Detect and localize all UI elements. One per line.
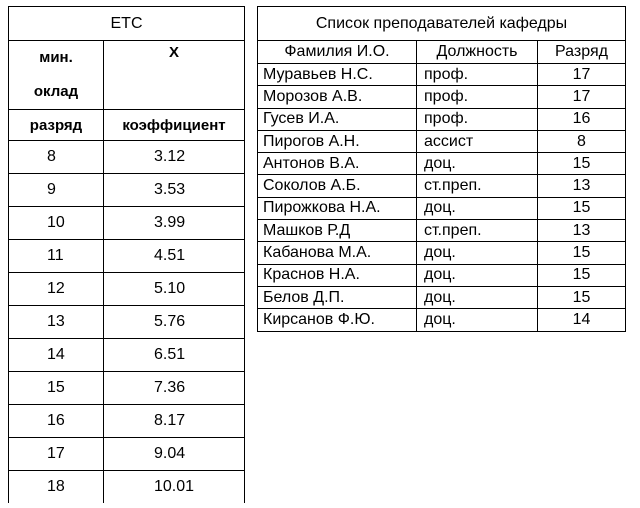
staff-grade-cell: 15: [538, 153, 626, 175]
staff-row: [258, 153, 626, 175]
staff-header-row: [258, 41, 626, 64]
staff-name-cell: Краснов Н.А.: [258, 264, 417, 286]
etc-header-row-2: [9, 110, 245, 141]
staff-grade-cell: 13: [538, 220, 626, 242]
etc-title: ETC: [9, 7, 245, 41]
staff-name-cell: Белов Д.П.: [258, 286, 417, 308]
etc-title-row: [9, 7, 245, 41]
etc-row: [9, 240, 245, 273]
staff-grade-cell: 15: [538, 197, 626, 219]
etc-row: [9, 372, 245, 405]
etc-row: [9, 273, 245, 306]
staff-name-cell: Морозов А.В.: [258, 86, 417, 108]
etc-coef-cell: 8.17: [104, 405, 245, 438]
etc-row: [9, 207, 245, 240]
staff-row: [258, 175, 626, 197]
staff-position-cell: доц.: [417, 197, 538, 219]
staff-grade-cell: 17: [538, 86, 626, 108]
staff-name-cell: Пирожкова Н.А.: [258, 197, 417, 219]
staff-row: [258, 220, 626, 242]
staff-grade-cell: 16: [538, 108, 626, 130]
staff-header-grade: Разряд: [538, 41, 626, 64]
etc-header-coefficient: коэффициент: [104, 110, 245, 141]
etc-header-min-salary-text: мин. оклад: [33, 49, 79, 100]
etc-row: [9, 471, 245, 504]
staff-title-row: [258, 7, 626, 41]
staff-header-position: Должность: [417, 41, 538, 64]
staff-name-cell: Пирогов А.Н.: [258, 130, 417, 152]
staff-table-body: [258, 7, 626, 332]
staff-position-cell: ст.преп.: [417, 175, 538, 197]
staff-table: [257, 6, 626, 332]
etc-header-grade: разряд: [9, 110, 104, 141]
etc-grade-cell: 18: [9, 471, 104, 504]
etc-coef-cell: 9.04: [104, 438, 245, 471]
etc-coef-cell: 5.76: [104, 306, 245, 339]
staff-position-cell: проф.: [417, 108, 538, 130]
etc-table: [8, 6, 245, 503]
staff-grade-cell: 8: [538, 130, 626, 152]
etc-header-row-1: [9, 41, 245, 110]
staff-position-cell: доц.: [417, 242, 538, 264]
staff-row: [258, 64, 626, 86]
etc-coef-cell: 3.53: [104, 174, 245, 207]
staff-header-name: Фамилия И.О.: [258, 41, 417, 64]
staff-row: [258, 197, 626, 219]
staff-row: [258, 264, 626, 286]
staff-position-cell: доц.: [417, 309, 538, 331]
staff-name-cell: Соколов А.Б.: [258, 175, 417, 197]
etc-coef-cell: 4.51: [104, 240, 245, 273]
etc-row: [9, 306, 245, 339]
etc-coef-cell: 6.51: [104, 339, 245, 372]
staff-title: Список преподавателей кафедры: [258, 7, 626, 41]
staff-grade-cell: 13: [538, 175, 626, 197]
etc-grade-cell: 11: [9, 240, 104, 273]
staff-row: [258, 130, 626, 152]
staff-name-cell: Муравьев Н.С.: [258, 64, 417, 86]
etc-grade-cell: 14: [9, 339, 104, 372]
staff-position-cell: доц.: [417, 286, 538, 308]
staff-grade-cell: 15: [538, 264, 626, 286]
etc-row: [9, 405, 245, 438]
etc-coef-cell: 5.10: [104, 273, 245, 306]
staff-row: [258, 286, 626, 308]
etc-header-min-salary: [9, 41, 104, 110]
staff-position-cell: ст.преп.: [417, 220, 538, 242]
etc-row: [9, 438, 245, 471]
etc-grade-cell: 16: [9, 405, 104, 438]
staff-position-cell: доц.: [417, 153, 538, 175]
staff-name-cell: Кирсанов Ф.Ю.: [258, 309, 417, 331]
etc-row: [9, 141, 245, 174]
etc-coef-cell: 7.36: [104, 372, 245, 405]
etc-grade-cell: 12: [9, 273, 104, 306]
staff-grade-cell: 14: [538, 309, 626, 331]
staff-position-cell: проф.: [417, 86, 538, 108]
etc-header-x: X: [104, 41, 245, 110]
etc-coef-cell: 10.01: [104, 471, 245, 504]
staff-name-cell: Машков Р.Д: [258, 220, 417, 242]
staff-row: [258, 242, 626, 264]
staff-name-cell: Кабанова М.А.: [258, 242, 417, 264]
staff-grade-cell: 15: [538, 286, 626, 308]
staff-position-cell: ассист: [417, 130, 538, 152]
staff-row: [258, 309, 626, 331]
etc-coef-cell: 3.12: [104, 141, 245, 174]
staff-row: [258, 108, 626, 130]
etc-grade-cell: 9: [9, 174, 104, 207]
etc-grade-cell: 13: [9, 306, 104, 339]
etc-row: [9, 339, 245, 372]
etc-row: [9, 174, 245, 207]
etc-grade-cell: 15: [9, 372, 104, 405]
staff-position-cell: проф.: [417, 64, 538, 86]
staff-name-cell: Гусев И.А.: [258, 108, 417, 130]
etc-table-body: [9, 7, 245, 504]
staff-name-cell: Антонов В.А.: [258, 153, 417, 175]
etc-grade-cell: 10: [9, 207, 104, 240]
staff-grade-cell: 17: [538, 64, 626, 86]
etc-grade-cell: 17: [9, 438, 104, 471]
staff-grade-cell: 15: [538, 242, 626, 264]
etc-coef-cell: 3.99: [104, 207, 245, 240]
etc-grade-cell: 8: [9, 141, 104, 174]
staff-row: [258, 86, 626, 108]
staff-position-cell: доц.: [417, 264, 538, 286]
